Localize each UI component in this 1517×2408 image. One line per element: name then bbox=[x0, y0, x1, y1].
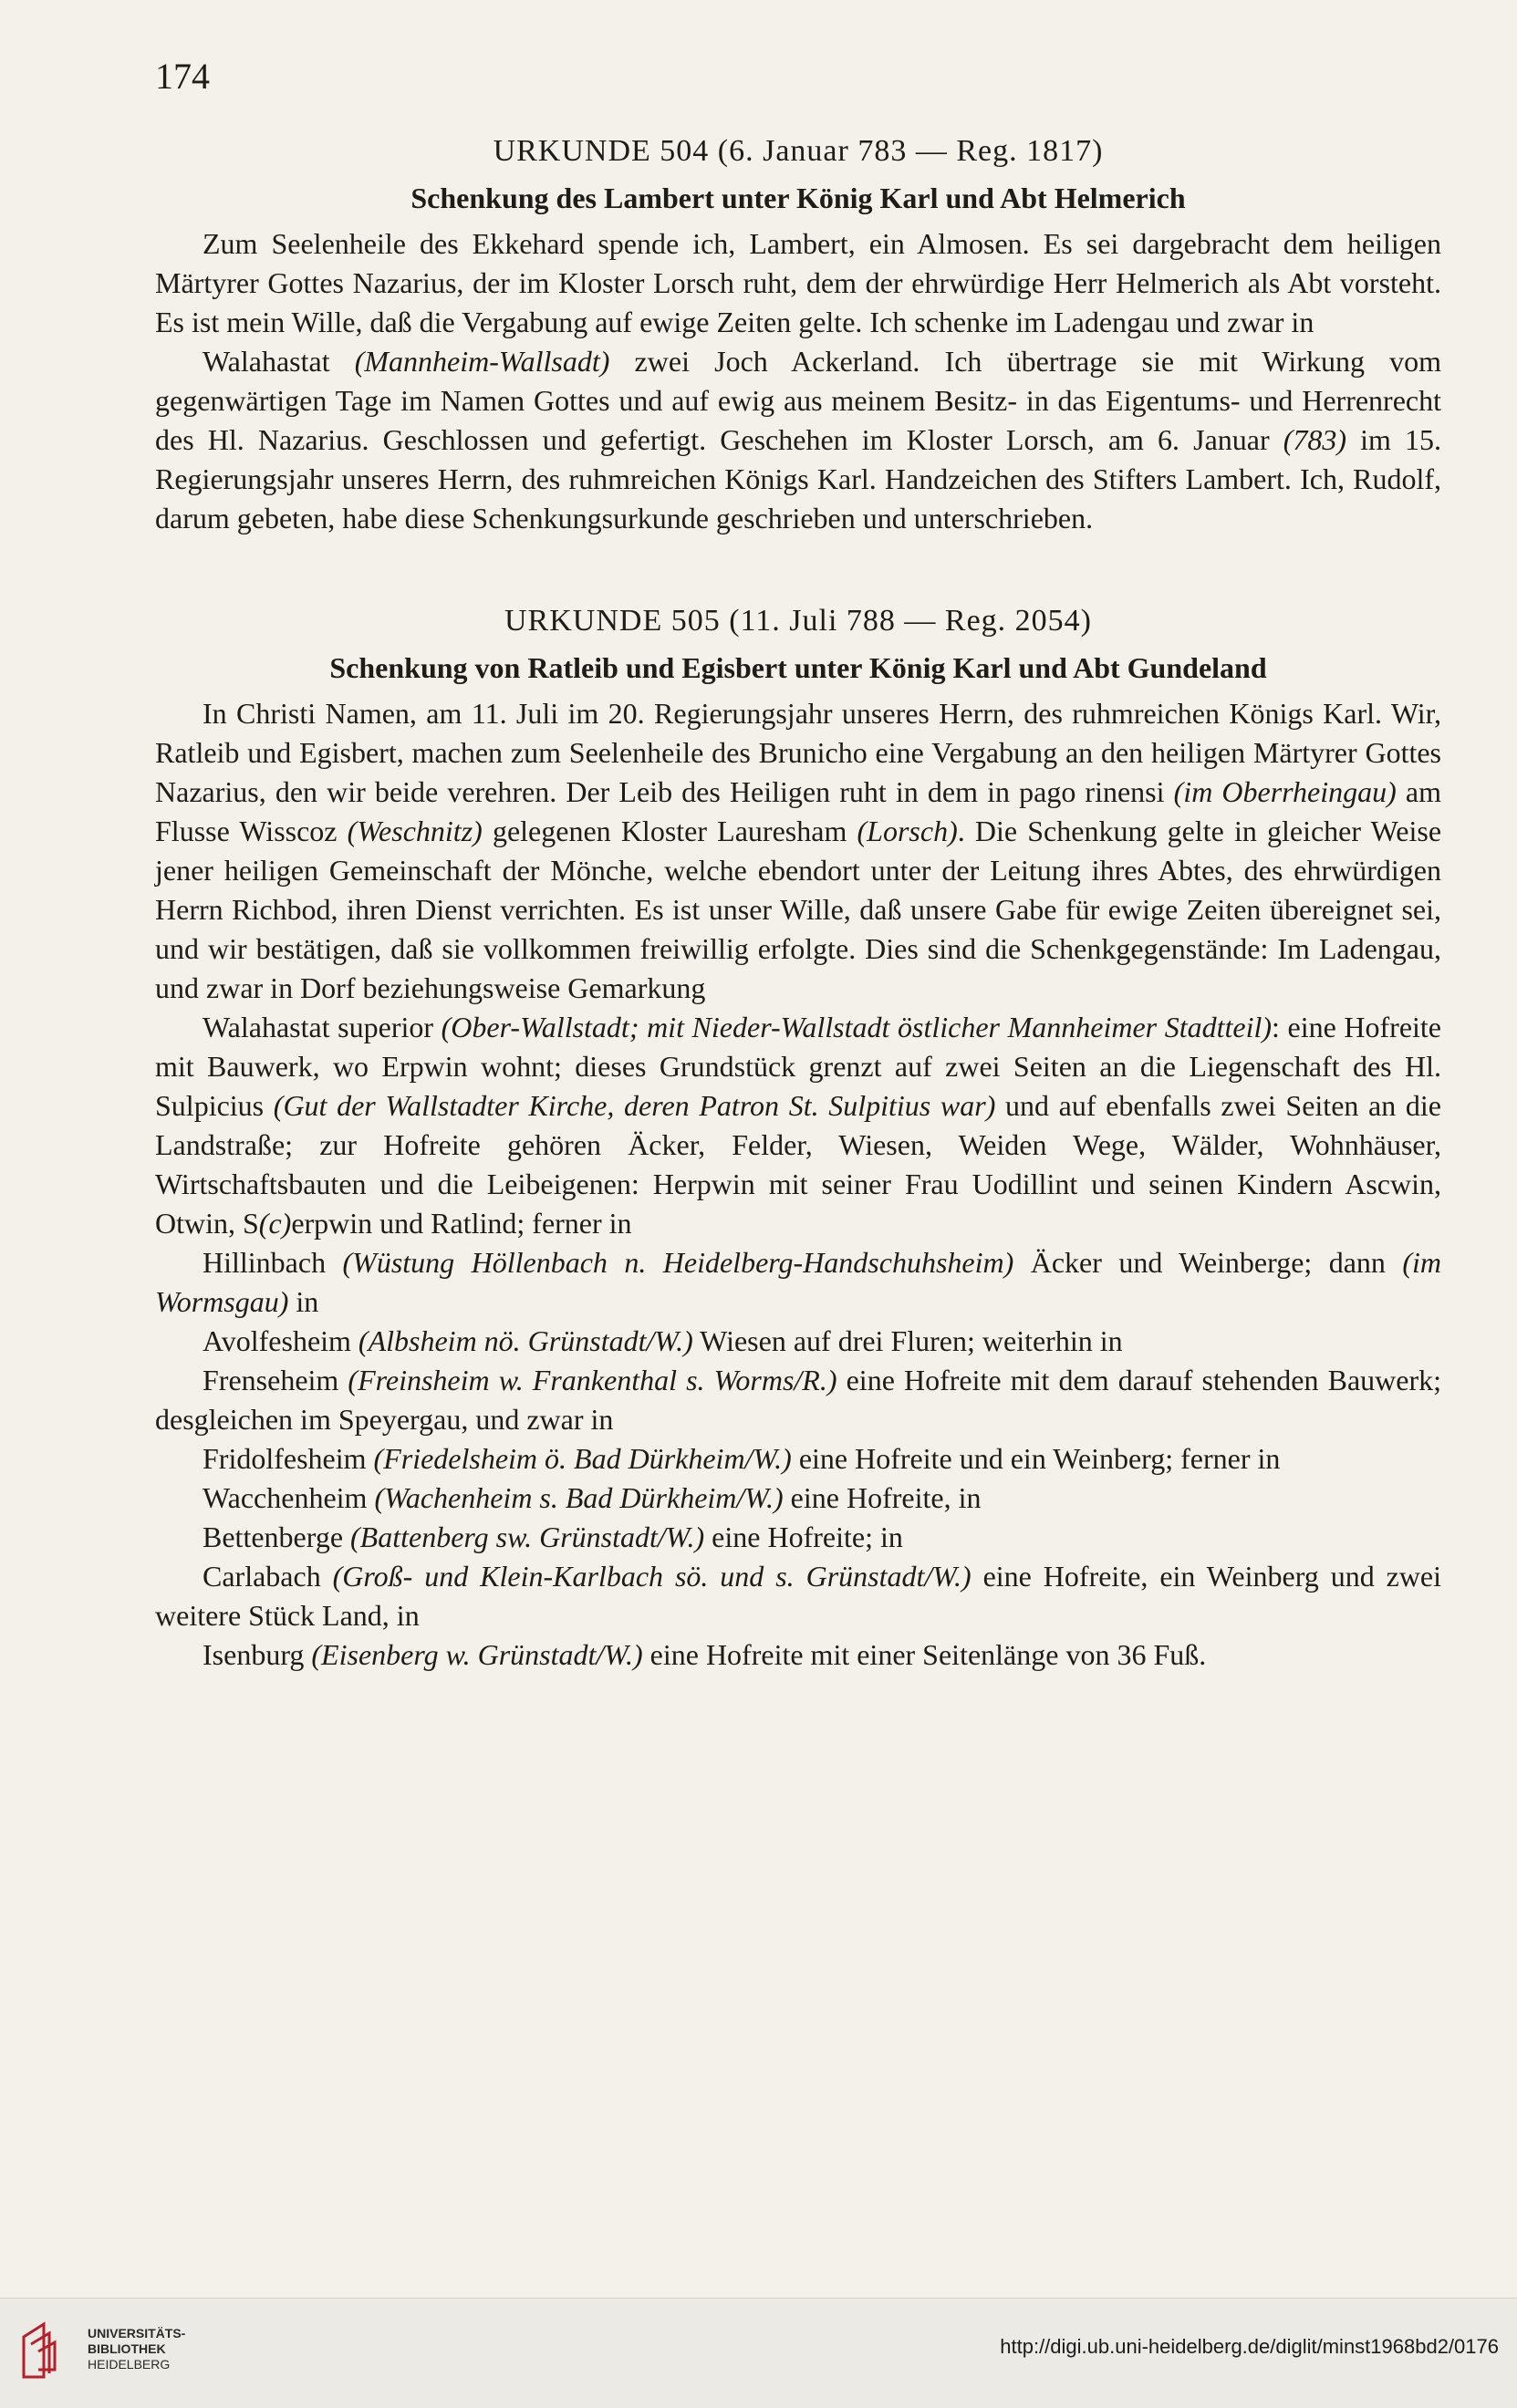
paragraph bbox=[155, 1008, 1441, 1243]
place-annotation: (Albsheim nö. Grünstadt/W.) bbox=[358, 1324, 693, 1357]
place-annotation: (Freinsheim w. Frankenthal s. Worms/R.) bbox=[348, 1364, 837, 1396]
text-run: eine Hofreite mit dem darauf stehenden Bauwerk; desgleichen im Speyergau, und zwar in bbox=[155, 1364, 1442, 1436]
text-run: Walahastat bbox=[203, 345, 355, 378]
place-annotation: (783) bbox=[1283, 423, 1347, 456]
place-annotation: (Groß- und Klein-Karlbach sö. und s. Grünstadt/W.) bbox=[332, 1560, 972, 1593]
place-annotation: (Wachenheim s. Bad Dürkheim/W.) bbox=[374, 1481, 784, 1514]
section-urkunde-504 bbox=[155, 134, 1441, 538]
text-run: . Die Schenkung gelte in gleicher Weise jener heiligen Gemeinschaft der Mönche, welche ebendort unter der Leitung ihres Abtes, des ehrwürdigen Herrn Richbod, ihren Dienst verrichten. Es ist unser Wille, daß unsere Gabe für ewige Zeiten übereignet sei, und wir bestätigen, daß sie vollkommen freiwillig erfolgte. Dies sind die Schenkgegenstände: Im Ladengau, und zwar in Dorf beziehungsweise Gemarkung bbox=[155, 815, 1442, 1004]
text-run: zwei Joch Ackerland. Ich übertrage sie mit Wirkung vom gegenwärtigen Tage im Namen Gottes und auf ewig aus meinem Besitz- in das Eigentums- und Herrenrecht des Hl. Nazarius. Geschlossen und gefertigt. Geschehen im Kloster Lorsch, am 6. Januar bbox=[155, 345, 1442, 456]
text-run: Frenseheim bbox=[203, 1364, 348, 1396]
text-run: Zum Seelenheile des Ekkehard spende ich, Lambert, ein Almosen. Es sei dargebracht dem heiligen Märtyrer Gottes Nazarius, der im Kloster Lorsch ruht, dem der ehrwürdige Herr Helmerich als Abt vorsteht. Es ist mein Wille, daß die Vergabung auf ewige Zeiten gelte. Ich schenke im Ladengau und zwar in bbox=[155, 227, 1441, 338]
text-run: Walahastat superior bbox=[203, 1011, 442, 1043]
text-run: Avolfesheim bbox=[203, 1324, 358, 1357]
text-run: In Christi Namen, am 11. Juli im 20. Regierungsjahr unseres Herrn, des ruhmreichen Königs Karl. Wir, Ratleib und Egisbert, machen zum Seelenheile des Brunicho eine Vergabung an den heiligen Märtyrer Gottes Nazarius, den wir beide verehren. Der Leib des Heiligen ruht in dem in pago rinensi bbox=[155, 697, 1441, 808]
page-number: 174 bbox=[155, 56, 210, 97]
text-run: Wiesen auf drei Fluren; weiterhin in bbox=[692, 1324, 1123, 1357]
paragraph bbox=[155, 694, 1441, 1008]
section-subtitle: Schenkung von Ratleib und Egisbert unter König Karl und Abt Gundeland bbox=[329, 651, 1267, 684]
text-run: eine Hofreite, in bbox=[783, 1481, 982, 1514]
paragraph bbox=[155, 224, 1441, 342]
place-annotation: (Mannheim-Wallsadt) bbox=[354, 345, 610, 378]
place-annotation: (Battenberg sw. Grünstadt/W.) bbox=[350, 1521, 705, 1553]
section-body bbox=[155, 224, 1441, 538]
text-run: Wacchenheim bbox=[203, 1481, 375, 1514]
text-run: : eine Hofreite mit Bauwerk, wo Erpwin wohnt; dieses Grundstück grenzt auf zwei Seiten an die Liegenschaft des Hl. Sulpicius bbox=[155, 1011, 1442, 1122]
section-body bbox=[155, 694, 1441, 1675]
text-run: Hillinbach bbox=[203, 1246, 343, 1279]
paragraph bbox=[155, 1557, 1441, 1635]
paragraph bbox=[155, 1635, 1441, 1675]
place-annotation: (Friedelsheim ö. Bad Dürkheim/W.) bbox=[373, 1442, 792, 1475]
place-annotation: (Wüstung Höllenbach n. Heidelberg-Handschuhsheim) bbox=[342, 1246, 1014, 1279]
place-annotation: (Weschnitz) bbox=[347, 815, 483, 847]
text-run: eine Hofreite mit einer Seitenlänge von 36 Fuß. bbox=[642, 1638, 1207, 1671]
place-annotation: (Lorsch) bbox=[857, 815, 958, 847]
text-run: Isenburg bbox=[203, 1638, 312, 1671]
text-run: Bettenberge bbox=[203, 1521, 351, 1553]
text-run: im 15. Regierungsjahr unseres Herrn, des ruhmreichen Königs Karl. Handzeichen des Stifters Lambert. Ich, Rudolf, darum gebeten, habe diese Schenkungsurkunde geschrieben und unterschrieben. bbox=[155, 423, 1442, 535]
place-annotation: (Ober-Wallstadt; mit Nieder-Wallstadt östlicher Mannheimer Stadtteil) bbox=[441, 1011, 1273, 1043]
text-run: am Flusse Wisscoz bbox=[155, 775, 1442, 847]
text-run: eine Hofreite; in bbox=[704, 1521, 903, 1553]
library-name bbox=[88, 2326, 185, 2372]
library-line: HEIDELBERG bbox=[88, 2357, 171, 2372]
place-annotation: (c) bbox=[258, 1207, 292, 1240]
place-annotation: (im Oberrheingau) bbox=[1173, 775, 1397, 808]
paragraph bbox=[155, 1322, 1441, 1361]
text-run: in bbox=[288, 1285, 319, 1318]
paragraph bbox=[155, 1439, 1441, 1479]
text-run: und auf ebenfalls zwei Seiten an die Landstraße; zur Hofreite gehören Äcker, Felder, Wiesen, Weiden Wege, Wälder, Wohnhäuser, Wirtschaftsbauten und die Leibeigenen: Herpwin mit seiner Frau Uodillint und seinen Kindern Ascwin, Otwin, S bbox=[155, 1089, 1442, 1240]
text-run: Carlabach bbox=[203, 1560, 333, 1593]
source-url-link[interactable]: http://digi.ub.uni-heidelberg.de/diglit/minst1968bd2/0176 bbox=[1000, 2335, 1499, 2358]
text-run: eine Hofreite, ein Weinberg und zwei weitere Stück Land, in bbox=[155, 1560, 1442, 1632]
paragraph bbox=[155, 1243, 1441, 1322]
paragraph bbox=[155, 342, 1441, 538]
library-line: UNIVERSITÄTS- bbox=[88, 2326, 186, 2341]
document-page bbox=[155, 55, 1441, 1675]
paragraph bbox=[155, 1518, 1441, 1557]
section-title: URKUNDE 505 (11. Juli 788 — Reg. 2054) bbox=[504, 604, 1092, 638]
library-logo-icon[interactable] bbox=[16, 2319, 73, 2382]
text-run: Fridolfesheim bbox=[203, 1442, 374, 1475]
text-run: eine Hofreite und ein Weinberg; ferner in bbox=[791, 1442, 1281, 1475]
footer-bar bbox=[0, 2298, 1517, 2408]
library-line: BIBLIOTHEK bbox=[88, 2341, 166, 2356]
paragraph bbox=[155, 1479, 1441, 1518]
paragraph bbox=[155, 1361, 1441, 1439]
text-run: gelegenen Kloster Lauresham bbox=[482, 815, 857, 847]
section-urkunde-505 bbox=[155, 604, 1441, 1675]
text-run: erpwin und Ratlind; ferner in bbox=[291, 1207, 632, 1240]
place-annotation: (Eisenberg w. Grünstadt/W.) bbox=[311, 1638, 643, 1671]
place-annotation: (Gut der Wallstadter Kirche, deren Patron St. Sulpitius war) bbox=[273, 1089, 996, 1122]
place-annotation: (im Wormsgau) bbox=[155, 1246, 1442, 1318]
section-title: URKUNDE 504 (6. Januar 783 — Reg. 1817) bbox=[493, 134, 1104, 168]
section-subtitle: Schenkung des Lambert unter König Karl und Abt Helmerich bbox=[410, 182, 1186, 214]
text-run: Äcker und Weinberge; dann bbox=[1013, 1246, 1403, 1279]
